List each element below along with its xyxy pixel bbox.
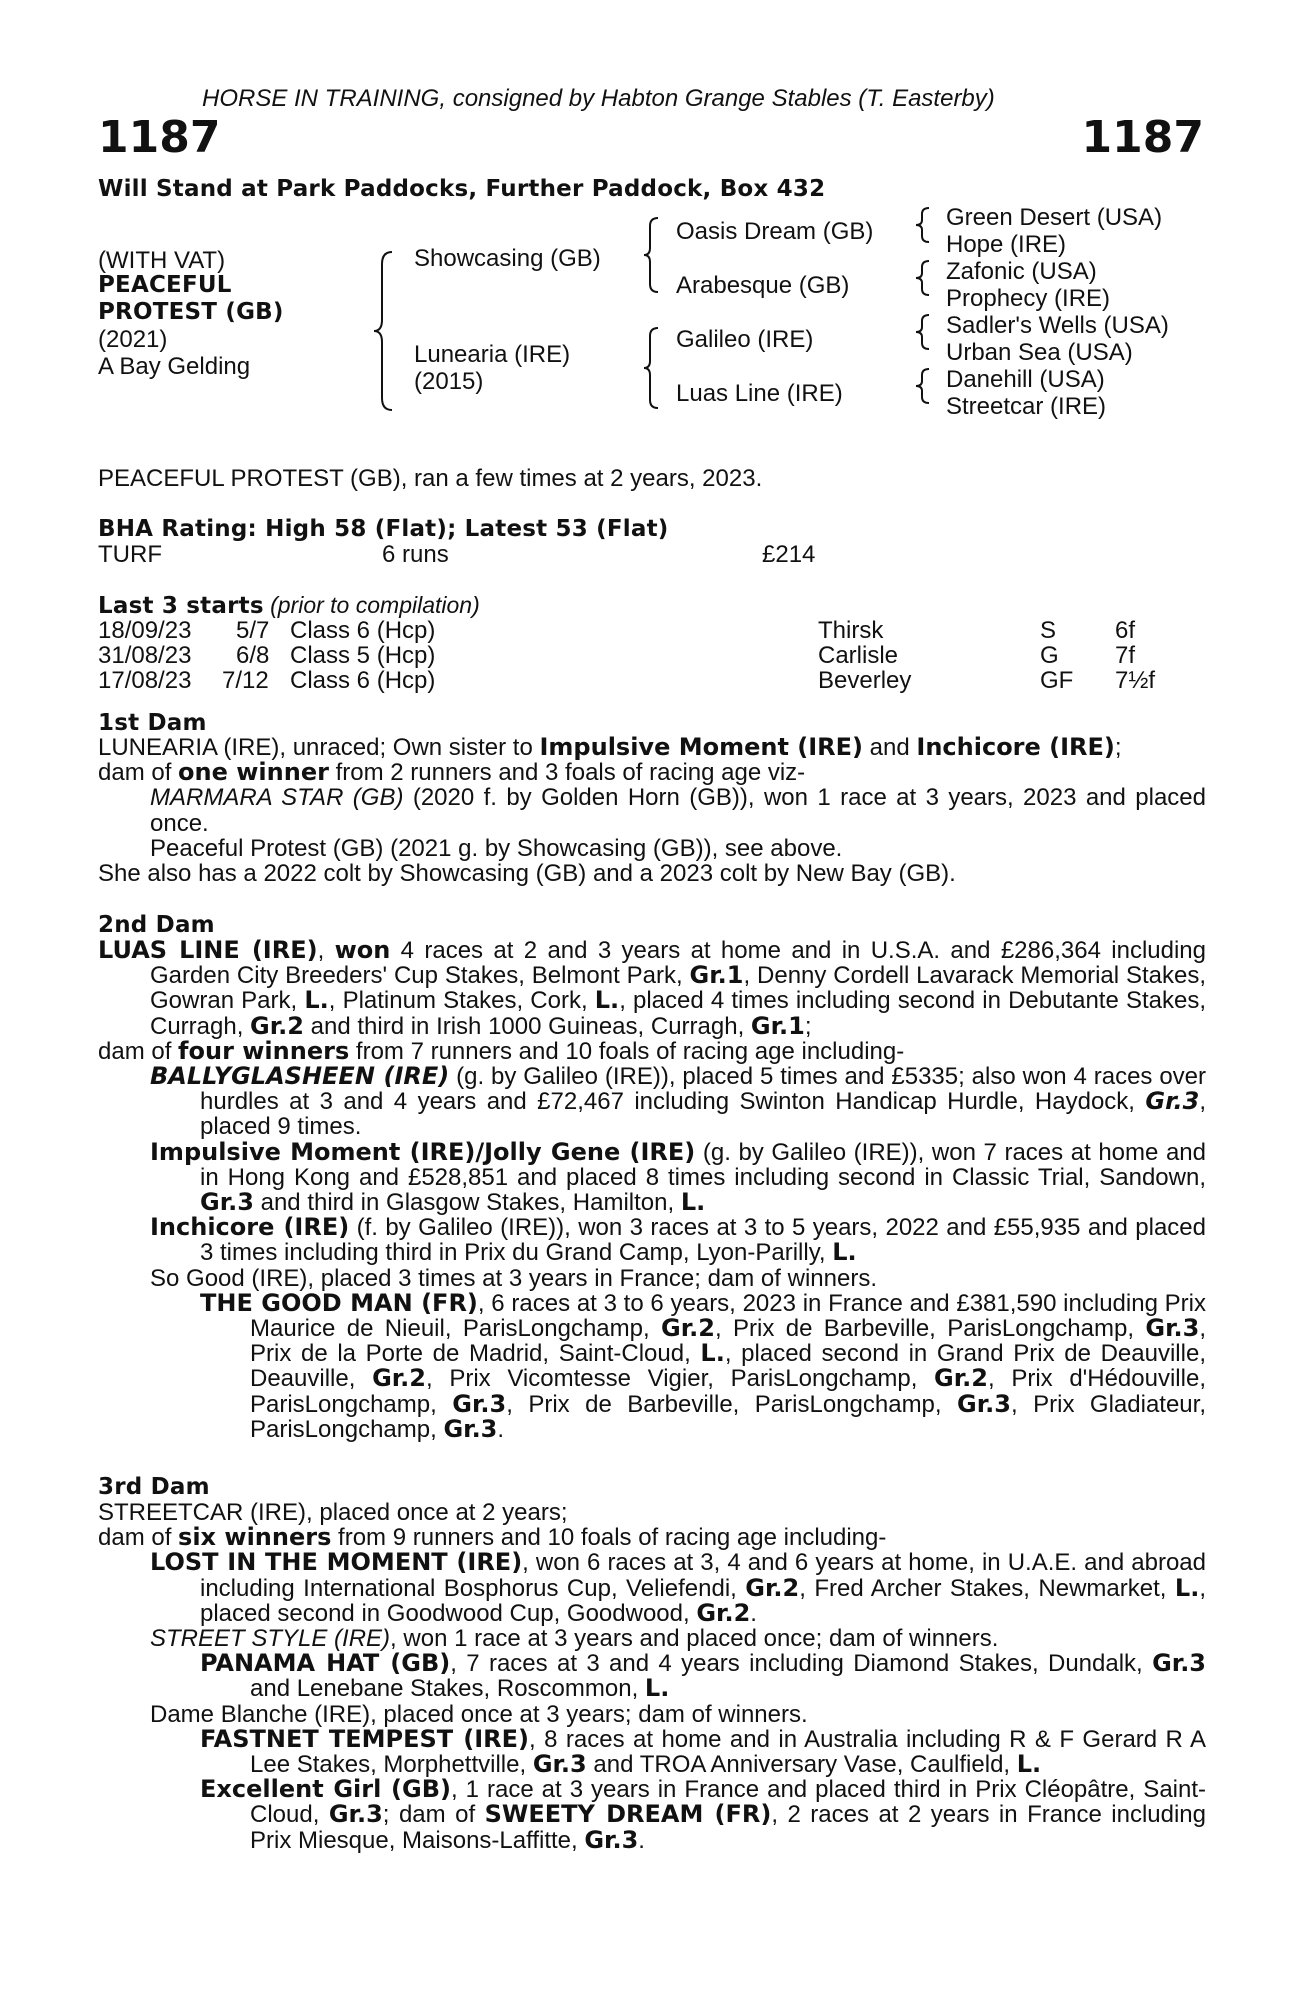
produce-so-good: So Good (IRE), placed 3 times at 3 years in France; dam of winners. [150, 1264, 877, 1292]
second-dam-heading: 2nd Dam [98, 912, 215, 938]
start-course: Carlisle [818, 642, 899, 669]
start-distance: 7f [1115, 642, 1136, 669]
bha-rating: BHA Rating: High 58 (Flat); Latest 53 (Flat) [98, 516, 669, 542]
produce-inchicore: Inchicore (IRE) (f. by Galileo (IRE)), won 3 races at 3 to 5 years, 2022 and £55,935 and placed 3 times including third in Prix du Grand Camp, Lyon-Parilly, L. [150, 1213, 1206, 1267]
start-position: 7/12 [222, 667, 269, 694]
lot-number-right: 1187 [1081, 112, 1204, 163]
streetcar-record: STREETCAR (IRE), placed once at 2 years; [98, 1499, 568, 1526]
horse-description: A Bay Gelding [98, 353, 251, 380]
start-date: 31/08/23 [98, 642, 192, 669]
dam-year: (2015) [414, 368, 484, 395]
start-course: Thirsk [818, 617, 884, 644]
produce-marmara-star: MARMARA STAR (GB) (2020 f. by Golden Horn (GB)), won 1 race at 3 years, 2023 and placed once. [150, 784, 1206, 837]
produce-excellent-girl: Excellent Girl (GB), 1 race at 3 years in France and placed third in Prix Cléopâtre, Saint-Cloud, Gr.3; dam of SWEETY DREAM (FR), 2 races at 2 years in France including Prix Miesque, Maisons-Laffitte, Gr.3. [200, 1775, 1207, 1854]
start-position: 6/8 [236, 642, 270, 669]
pedigree-brace-6 [913, 313, 933, 351]
grandparent-6: Urban Sea (USA) [946, 339, 1133, 366]
last-starts-heading [98, 592, 480, 619]
start-distance: 6f [1115, 617, 1136, 644]
rating-earnings: £214 [762, 541, 816, 568]
grandparent-8: Streetcar (IRE) [946, 393, 1107, 420]
start-distance: 7½f [1115, 667, 1156, 694]
start-class: Class 6 (Hcp) [290, 667, 436, 694]
last-starts-title: Last 3 starts [98, 593, 264, 619]
rating-runs: 6 runs [382, 541, 449, 568]
start-position: 5/7 [236, 617, 270, 644]
produce-dame-blanche: Dame Blanche (IRE), placed once at 3 years; dam of winners. [150, 1700, 808, 1728]
pedigree-brace-3 [640, 326, 664, 410]
sire-dam: Arabesque (GB) [676, 272, 850, 299]
dam-sire: Galileo (IRE) [676, 326, 814, 353]
first-dam-section [98, 735, 1206, 886]
produce-lost-in-the-moment: LOST IN THE MOMENT (IRE), won 6 races at 3, 4 and 6 years at home, in U.A.E. and abroad including International Bosphorus Cup, Veliefendi, Gr.2, Fred Archer Stakes, Newmarket, L., placed second in Goodwood Cup, Goodwood, Gr.2. [150, 1548, 1206, 1627]
produce-peaceful-protest: Peaceful Protest (GB) (2021 g. by Showcasing (GB)), see above. [150, 834, 843, 862]
grandparent-5: Sadler's Wells (USA) [946, 312, 1169, 339]
horse-name-line1: PEACEFUL [98, 272, 232, 298]
produce-the-good-man: THE GOOD MAN (FR), 6 races at 3 to 6 years, 2023 in France and £381,590 including Prix Maurice de Nieuil, ParisLongchamp, Gr.2, Prix de Barbeville, ParisLongchamp, Gr.3, Prix de la Porte de Madrid, Saint-Cloud, L., placed second in Grand Prix de Deauville, Deauville, Gr.2, Prix Vicomtesse Vigier, ParisLongchamp, Gr.2, Prix d'Hédouville, ParisLongchamp, Gr.3, Prix de Barbeville, ParisLongchamp, Gr.3, Prix Gladiateur, ParisLongchamp, Gr.3. [200, 1288, 1206, 1443]
first-dam-produce-line: dam of one winner from 2 runners and 3 foals of racing age viz- [98, 758, 806, 787]
streetcar-produce: dam of six winners from 9 runners and 10 foals of racing age including- [98, 1523, 887, 1552]
last-starts-note: (prior to compilation) [270, 592, 480, 618]
lot-number-left: 1187 [98, 112, 221, 163]
grandparent-2: Hope (IRE) [946, 231, 1067, 258]
rating-surface: TURF [98, 541, 162, 568]
stand-location: Will Stand at Park Paddocks, Further Paddock, Box 432 [98, 176, 826, 202]
consignor-line: HORSE IN TRAINING, consigned by Habton Grange Stables (T. Easterby) [202, 85, 995, 112]
first-dam-heading: 1st Dam [98, 710, 207, 736]
grandparent-7: Danehill (USA) [946, 366, 1105, 393]
pedigree-brace-2 [640, 216, 664, 294]
start-course: Beverley [818, 667, 912, 694]
start-date: 17/08/23 [98, 667, 192, 694]
third-dam-section [98, 1500, 1206, 1853]
produce-street-style: STREET STYLE (IRE), won 1 race at 3 years and placed once; dam of winners. [150, 1625, 999, 1653]
pedigree-brace-7 [913, 367, 933, 405]
luas-line-produce: dam of four winners from 7 runners and 10 foals of racing age including- [98, 1036, 905, 1065]
pedigree-brace-1 [370, 250, 400, 412]
pedigree-brace-4 [913, 206, 933, 244]
race-summary: PEACEFUL PROTEST (GB), ran a few times at 2 years, 2023. [98, 465, 763, 492]
produce-fastnet-tempest: FASTNET TEMPEST (IRE), 8 races at home and in Australia including R & F Gerard R A Lee Stakes, Morphettville, Gr.3 and TROA Anniversary Vase, Caulfield, L. [200, 1724, 1207, 1779]
produce-ballyglasheen: BALLYGLASHEEN (IRE) (g. by Galileo (IRE)), placed 5 times and £5335; also won 4 races over hurdles at 3 and 4 years and £72,467 including Swinton Handicap Hurdle, Haydock, Gr.3, placed 9 times. [150, 1062, 1206, 1141]
second-dam-section [98, 938, 1206, 1442]
start-date: 18/09/23 [98, 617, 192, 644]
sire-sire: Oasis Dream (GB) [676, 218, 874, 245]
luas-line-record: LUAS LINE (IRE), won 4 races at 2 and 3 years at home and in U.S.A. and £286,364 including Garden City Breeders' Cup Stakes, Belmont Park, Gr.1, Denny Cordell Lavarack Memorial Stakes, Gowran Park, L., Platinum Stakes, Cork, L., placed 4 times including second in Debutante Stakes, Curragh, Gr.2 and third in Irish 1000 Guineas, Curragh, Gr.1; [98, 936, 1207, 1040]
start-class: Class 5 (Hcp) [290, 642, 436, 669]
start-going: G [1040, 642, 1059, 669]
third-dam-heading: 3rd Dam [98, 1474, 210, 1500]
dam-name: Lunearia (IRE) [414, 341, 571, 368]
produce-panama-hat: PANAMA HAT (GB), 7 races at 3 and 4 years including Diamond Stakes, Dundalk, Gr.3 and Lenebane Stakes, Roscommon, L. [200, 1649, 1207, 1703]
grandparent-4: Prophecy (IRE) [946, 285, 1111, 312]
horse-name-line2: PROTEST (GB) [98, 299, 284, 325]
vat-note: (WITH VAT) [98, 247, 226, 274]
dam-dam: Luas Line (IRE) [676, 380, 843, 407]
produce-foals-note: She also has a 2022 colt by Showcasing (GB) and a 2023 colt by New Bay (GB). [98, 860, 956, 888]
first-dam-line: LUNEARIA (IRE), unraced; Own sister to Impulsive Moment (IRE) and Inchicore (IRE); [98, 733, 1122, 761]
start-class: Class 6 (Hcp) [290, 617, 436, 644]
grandparent-3: Zafonic (USA) [946, 258, 1097, 285]
pedigree-brace-5 [913, 259, 933, 297]
start-going: S [1040, 617, 1057, 644]
produce-impulsive-moment: Impulsive Moment (IRE)/Jolly Gene (IRE) (g. by Galileo (IRE)), won 7 races at home and in Hong Kong and £528,851 and placed 8 times including second in Classic Trial, Sandown, Gr.3 and third in Glasgow Stakes, Hamilton, L. [150, 1137, 1206, 1217]
horse-year: (2021) [98, 326, 168, 353]
start-going: GF [1040, 667, 1074, 694]
grandparent-1: Green Desert (USA) [946, 204, 1163, 231]
sire-name: Showcasing (GB) [414, 245, 601, 272]
